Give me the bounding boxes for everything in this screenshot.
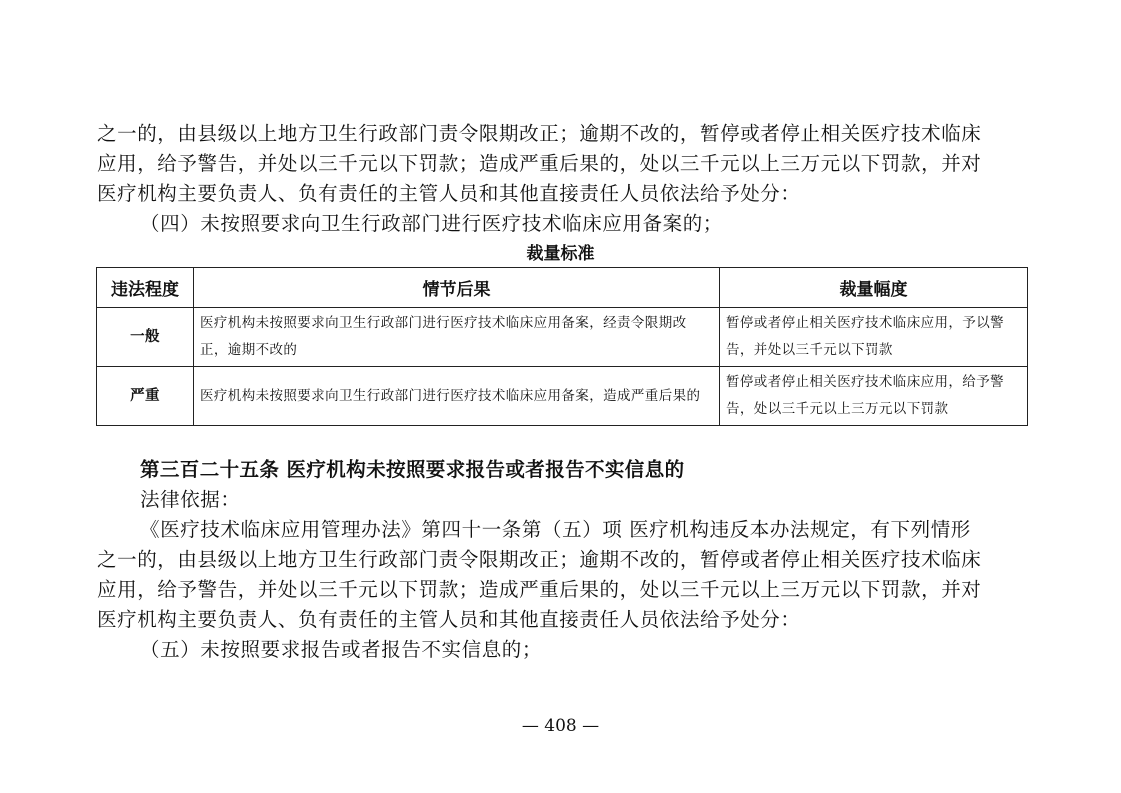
paragraph-line: 《医疗技术临床应用管理办法》第四十一条第（五）项 医疗机构违反本办法规定，有下列情形 xyxy=(140,518,971,541)
header-degree: 违法程度 xyxy=(97,268,194,308)
legal-basis-label: 法律依据： xyxy=(140,488,241,511)
paragraph-line: 之一的，由县级以上地方卫生行政部门责令限期改正；逾期不改的，暂停或者停止相关医疗技术临床 xyxy=(97,548,982,571)
paragraph-line: 之一的，由县级以上地方卫生行政部门责令限期改正；逾期不改的，暂停或者停止相关医疗技术临床 xyxy=(97,122,982,145)
paragraph-line: 应用，给予警告，并处以三千元以下罚款；造成严重后果的，处以三千元以上三万元以下罚款，并对 xyxy=(97,578,982,601)
degree-cell: 严重 xyxy=(97,367,194,426)
item-five: （五）未按照要求报告或者报告不实信息的； xyxy=(140,638,543,661)
item-four: （四）未按照要求向卫生行政部门进行医疗技术临床应用备案的； xyxy=(140,212,723,235)
table-row xyxy=(97,367,1028,426)
table-row xyxy=(97,308,1028,367)
page-number: — 408 — xyxy=(521,716,600,736)
penalty-standard-table xyxy=(96,267,1028,426)
paragraph-line: 应用，给予警告，并处以三千元以下罚款；造成严重后果的，处以三千元以上三万元以下罚款，并对 xyxy=(97,152,982,175)
header-range: 裁量幅度 xyxy=(720,268,1028,308)
degree-cell: 一般 xyxy=(97,308,194,367)
circumstance-cell: 医疗机构未按照要求向卫生行政部门进行医疗技术临床应用备案，经责令限期改正，逾期不改的 xyxy=(194,308,720,367)
range-cell: 暂停或者停止相关医疗技术临床应用，给予警告，处以三千元以上三万元以下罚款 xyxy=(720,367,1028,426)
paragraph-line: 医疗机构主要负责人、负有责任的主管人员和其他直接责任人员依法给予处分： xyxy=(97,608,801,631)
table-caption: 裁量标准 xyxy=(526,244,595,264)
circumstance-cell: 医疗机构未按照要求向卫生行政部门进行医疗技术临床应用备案，造成严重后果的 xyxy=(194,367,720,426)
header-circumstance: 情节后果 xyxy=(194,268,720,308)
table-header-row xyxy=(97,268,1028,308)
paragraph-line: 医疗机构主要负责人、负有责任的主管人员和其他直接责任人员依法给予处分： xyxy=(97,182,801,205)
range-cell: 暂停或者停止相关医疗技术临床应用，予以警告，并处以三千元以下罚款 xyxy=(720,308,1028,367)
article-heading: 第三百二十五条 医疗机构未按照要求报告或者报告不实信息的 xyxy=(140,458,685,481)
